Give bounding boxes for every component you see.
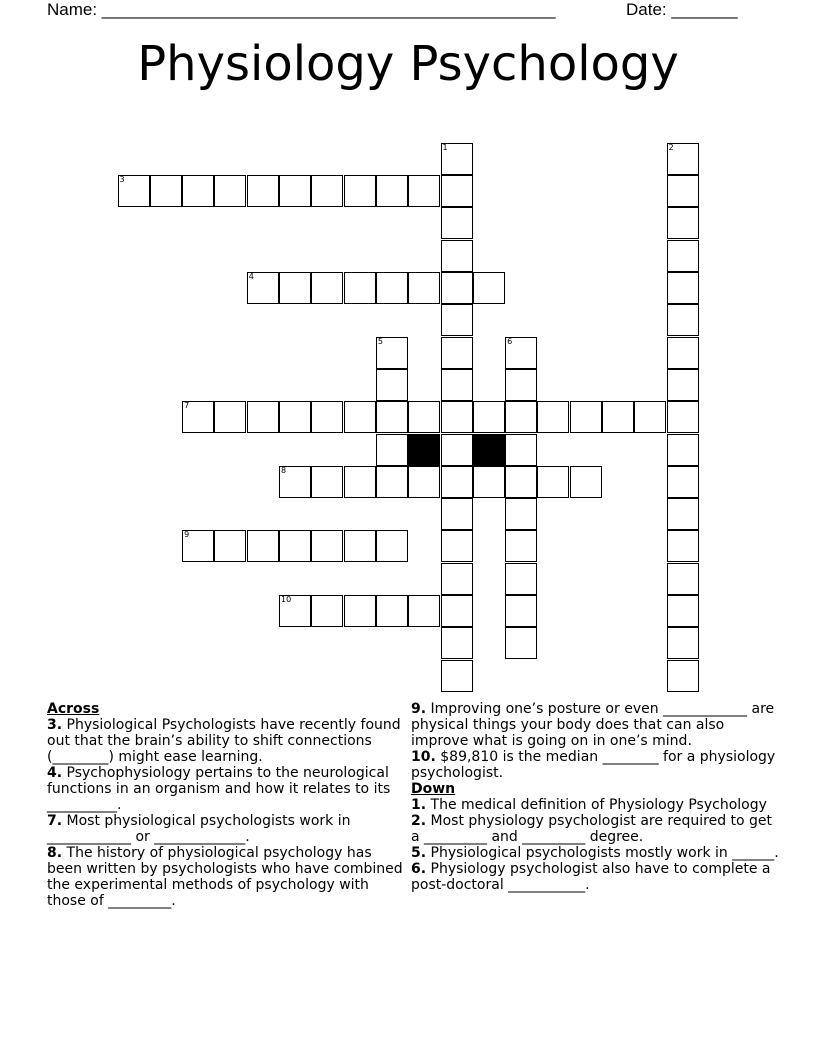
grid-cell[interactable] [150,175,182,207]
clue-text: Physiology psychologist also have to complete a post-doctoral ___________. [411,861,771,893]
clue-text: Most physiology psychologist are required to get a _________ and _________ degree. [411,813,773,845]
grid-cell[interactable] [376,401,408,433]
clue-number: 7. [47,813,63,829]
grid-cell[interactable] [376,595,408,627]
down-clue [411,845,783,861]
down-clue-list [411,797,783,893]
grid-cell[interactable] [344,401,376,433]
grid-cell[interactable] [214,530,246,562]
down-clue [411,797,783,813]
grid-cell[interactable] [311,272,343,304]
clue-number: 6. [411,861,427,877]
grid-cell[interactable] [667,660,699,692]
grid-cell[interactable] [344,272,376,304]
grid-cell[interactable] [667,595,699,627]
clue-text: Psychophysiology pertains to the neurological functions in an organism and how it relates to its __________. [47,765,391,813]
clue-number: 8 [281,465,287,475]
grid-cell[interactable] [505,434,537,466]
clue-number: 10 [281,595,292,604]
clue-number: 2 [668,142,674,152]
grid-cell[interactable] [667,401,699,433]
clue-text: The history of physiological psychology has been written by psychologists who have combined the experimental methods of psychology with those of _________. [47,845,403,909]
grid-cell[interactable] [182,530,214,562]
clue-text: Physiological Psychologists have recently found out that the brain’s ability to shift connections (________) might ease learning. [47,717,401,765]
clue-number: 1. [411,797,427,813]
clue-number: 4 [248,272,254,281]
grid-cell[interactable] [441,498,473,530]
grid-cell[interactable] [247,175,279,207]
across-clue [47,845,407,909]
grid-cell[interactable] [667,498,699,530]
grid-cell[interactable] [441,272,473,304]
grid-cell[interactable] [667,434,699,466]
grid-cell[interactable] [311,466,343,498]
clue-text: Physiological psychologists mostly work in ______. [426,845,779,861]
across-clue [411,749,783,781]
grid-cell[interactable] [311,595,343,627]
name-field[interactable]: Name: ________________________________________________ [47,0,556,19]
across-clue-list [47,717,407,909]
across-clue [411,701,783,749]
grid-cell[interactable] [441,207,473,239]
grid-cell[interactable] [441,627,473,659]
grid-cell[interactable] [667,337,699,369]
grid-cell[interactable] [344,530,376,562]
clue-number: 9 [184,530,190,540]
grid-cell[interactable] [537,401,569,433]
across-clue-list-continued [411,701,783,781]
date-field[interactable]: Date: _______ [626,0,738,19]
grid-cell[interactable] [441,369,473,401]
grid-cell[interactable] [311,175,343,207]
down-heading: Down [411,781,456,797]
grid-cell[interactable] [505,369,537,401]
grid-cell[interactable] [408,466,440,498]
grid-cell[interactable] [376,434,408,466]
grid-cell[interactable] [441,530,473,562]
grid-cell[interactable] [247,530,279,562]
grid-cell[interactable] [505,595,537,627]
grid-cell[interactable] [279,466,311,498]
clue-number: 10. [411,749,436,765]
grid-cell[interactable] [537,466,569,498]
grid-cell[interactable] [570,466,602,498]
clues-column-left [47,701,407,909]
clue-number: 5. [411,845,427,861]
grid-cell[interactable] [634,401,666,433]
clue-number: 8. [47,845,63,861]
grid-cell[interactable] [376,466,408,498]
grid-cell[interactable] [311,530,343,562]
grid-cell[interactable] [441,434,473,466]
grid-cell[interactable] [408,401,440,433]
across-clue [47,813,407,845]
clue-number: 5 [377,336,383,346]
down-clue [411,813,783,845]
grid-cell[interactable] [247,401,279,433]
grid-cell[interactable] [505,563,537,595]
across-heading: Across [47,701,100,717]
grid-cell[interactable] [376,272,408,304]
grid-cell[interactable] [408,175,440,207]
black-cell [473,434,505,466]
clue-number: 4. [47,765,63,781]
grid-cell[interactable] [247,272,279,304]
grid-cell[interactable] [344,595,376,627]
grid-cell[interactable] [667,627,699,659]
grid-cell[interactable] [667,530,699,562]
black-cell [408,434,440,466]
grid-cell[interactable] [667,563,699,595]
clue-number: 7 [184,401,190,411]
grid-cell[interactable] [344,175,376,207]
grid-cell[interactable] [214,175,246,207]
clue-number: 3 [119,175,125,185]
grid-cell[interactable] [279,272,311,304]
grid-cell[interactable] [667,304,699,336]
grid-cell[interactable] [441,595,473,627]
down-clue [411,861,783,893]
grid-cell[interactable] [570,401,602,433]
grid-cell[interactable] [505,627,537,659]
grid-cell[interactable] [214,401,246,433]
grid-cell[interactable] [376,530,408,562]
grid-cell[interactable] [441,337,473,369]
grid-cell[interactable] [279,530,311,562]
grid-cell[interactable] [279,595,311,627]
grid-cell[interactable] [441,660,473,692]
grid-cell[interactable] [344,466,376,498]
clue-number: 1 [442,142,448,152]
clue-number: 3. [47,717,63,733]
grid-cell[interactable] [602,401,634,433]
page-title: Physiology Psychology [137,36,679,92]
grid-cell[interactable] [667,369,699,401]
across-clue [47,717,407,765]
clue-text: $89,810 is the median ________ for a physiology psychologist. [411,749,776,781]
grid-cell[interactable] [408,272,440,304]
grid-cell[interactable] [118,175,150,207]
grid-cell[interactable] [182,175,214,207]
clue-text: Improving one’s posture or even ____________ are physical things your body does that can also improve what is going on in one’s mind. [411,701,775,749]
grid-cell[interactable] [441,175,473,207]
grid-cell[interactable] [441,304,473,336]
grid-cell[interactable] [505,401,537,433]
grid-cell[interactable] [441,240,473,272]
grid-cell[interactable] [376,369,408,401]
grid-cell[interactable] [473,401,505,433]
grid-cell[interactable] [667,272,699,304]
grid-cell[interactable] [505,498,537,530]
clue-text: Most physiological psychologists work in ____________ or _____________. [47,813,351,845]
clue-text: The medical definition of Physiology Psychology [426,797,767,813]
grid-cell[interactable] [376,175,408,207]
grid-cell[interactable] [667,466,699,498]
grid-cell[interactable] [473,466,505,498]
grid-cell[interactable] [505,337,537,369]
grid-cell[interactable] [473,272,505,304]
across-clue [47,765,407,813]
grid-cell[interactable] [182,401,214,433]
grid-cell[interactable] [311,401,343,433]
clue-number: 6 [507,336,513,346]
grid-cell[interactable] [408,595,440,627]
clue-number: 9. [411,701,427,717]
grid-cell[interactable] [441,143,473,175]
grid-cell[interactable] [505,530,537,562]
grid-cell[interactable] [667,240,699,272]
grid-cell[interactable] [441,563,473,595]
grid-cell[interactable] [279,401,311,433]
grid-cell[interactable] [279,175,311,207]
clues-column-right [411,701,783,893]
clue-number: 2. [411,813,427,829]
grid-cell[interactable] [441,466,473,498]
grid-cell[interactable] [667,207,699,239]
grid-cell[interactable] [441,401,473,433]
grid-cell[interactable] [667,143,699,175]
grid-cell[interactable] [376,337,408,369]
grid-cell[interactable] [505,466,537,498]
grid-cell[interactable] [667,175,699,207]
